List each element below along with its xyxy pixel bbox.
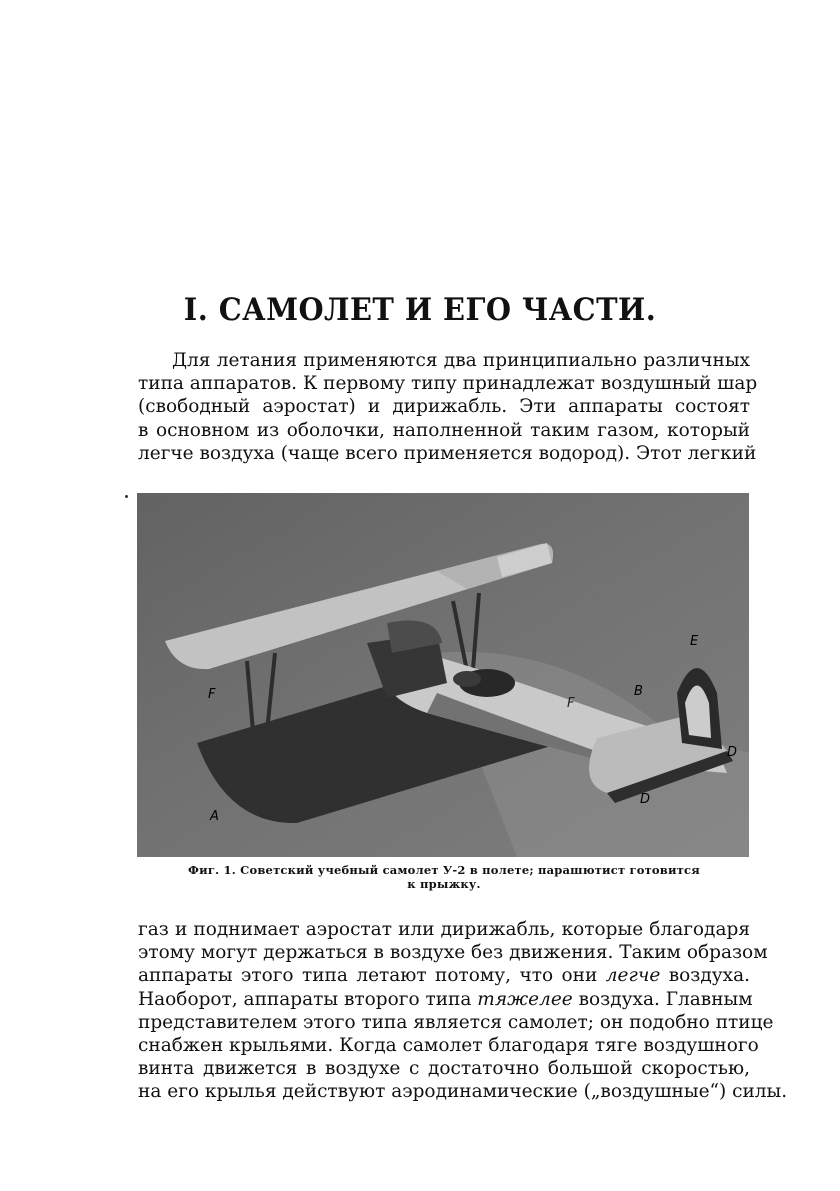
text-line: типа аппаратов. К первому типу принадлежат воздушный шар <box>138 373 758 395</box>
text-line: (свободный аэростат) и дирижабль. Эти аппараты состоят <box>138 396 750 418</box>
text-line: этому могут держаться в воздухе без движения. Таким образом <box>138 942 768 964</box>
page-title: I. САМОЛЕТ И ЕГО ЧАСТИ. <box>183 292 657 328</box>
label-f-center: F <box>567 696 575 711</box>
caption-line: Фиг. 1. Советский учебный самолет У-2 в полете; парашютист готовится <box>188 863 700 877</box>
text-line: Для летания применяются два принципиально различных <box>172 350 750 371</box>
caption-line: к прыжку. <box>407 877 481 891</box>
text-line: снабжен крыльями. Когда самолет благодаря тяге воздушного <box>138 1035 759 1057</box>
text-line: газ и поднимает аэростат или дирижабль, которые благодаря <box>138 919 750 940</box>
label-d-bottom: D <box>640 792 651 807</box>
text-line: в основном из оболочки, наполненной таким газом, который <box>138 419 750 441</box>
figure-caption <box>138 863 750 891</box>
text-line <box>138 964 750 987</box>
label-f-left: F <box>208 687 216 702</box>
paragraph-continuation <box>138 918 788 1104</box>
text-line <box>138 988 753 1011</box>
label-d-right: D <box>727 745 738 760</box>
emphasis-lighter: легче <box>605 965 661 987</box>
label-a: A <box>210 809 219 824</box>
label-b: B <box>634 684 643 699</box>
text-fragment: Наоборот, аппараты второго типа <box>138 988 472 1010</box>
print-speck <box>125 495 128 498</box>
label-e: E <box>690 634 699 649</box>
text-line: винта движется в воздухе с достаточно большой скоростью, <box>138 1058 750 1080</box>
emphasis-heavier: тяжелее <box>477 988 573 1010</box>
u2-biplane-illustration <box>137 493 749 857</box>
text-fragment: аппараты этого типа летают потому, что они <box>138 965 598 987</box>
airplane-photo <box>137 493 749 857</box>
text-line: на его крылья действуют аэродинамические („воздушные“) силы. <box>138 1081 788 1103</box>
text-line: представителем этого типа является самолет; он подобно птице <box>138 1011 774 1033</box>
text-fragment: воздуха. <box>668 965 750 987</box>
paragraph-intro <box>138 349 758 465</box>
text-line: легче воздуха (чаще всего применяется водород). Этот легкий <box>138 442 757 464</box>
text-fragment: воздуха. Главным <box>578 988 753 1010</box>
